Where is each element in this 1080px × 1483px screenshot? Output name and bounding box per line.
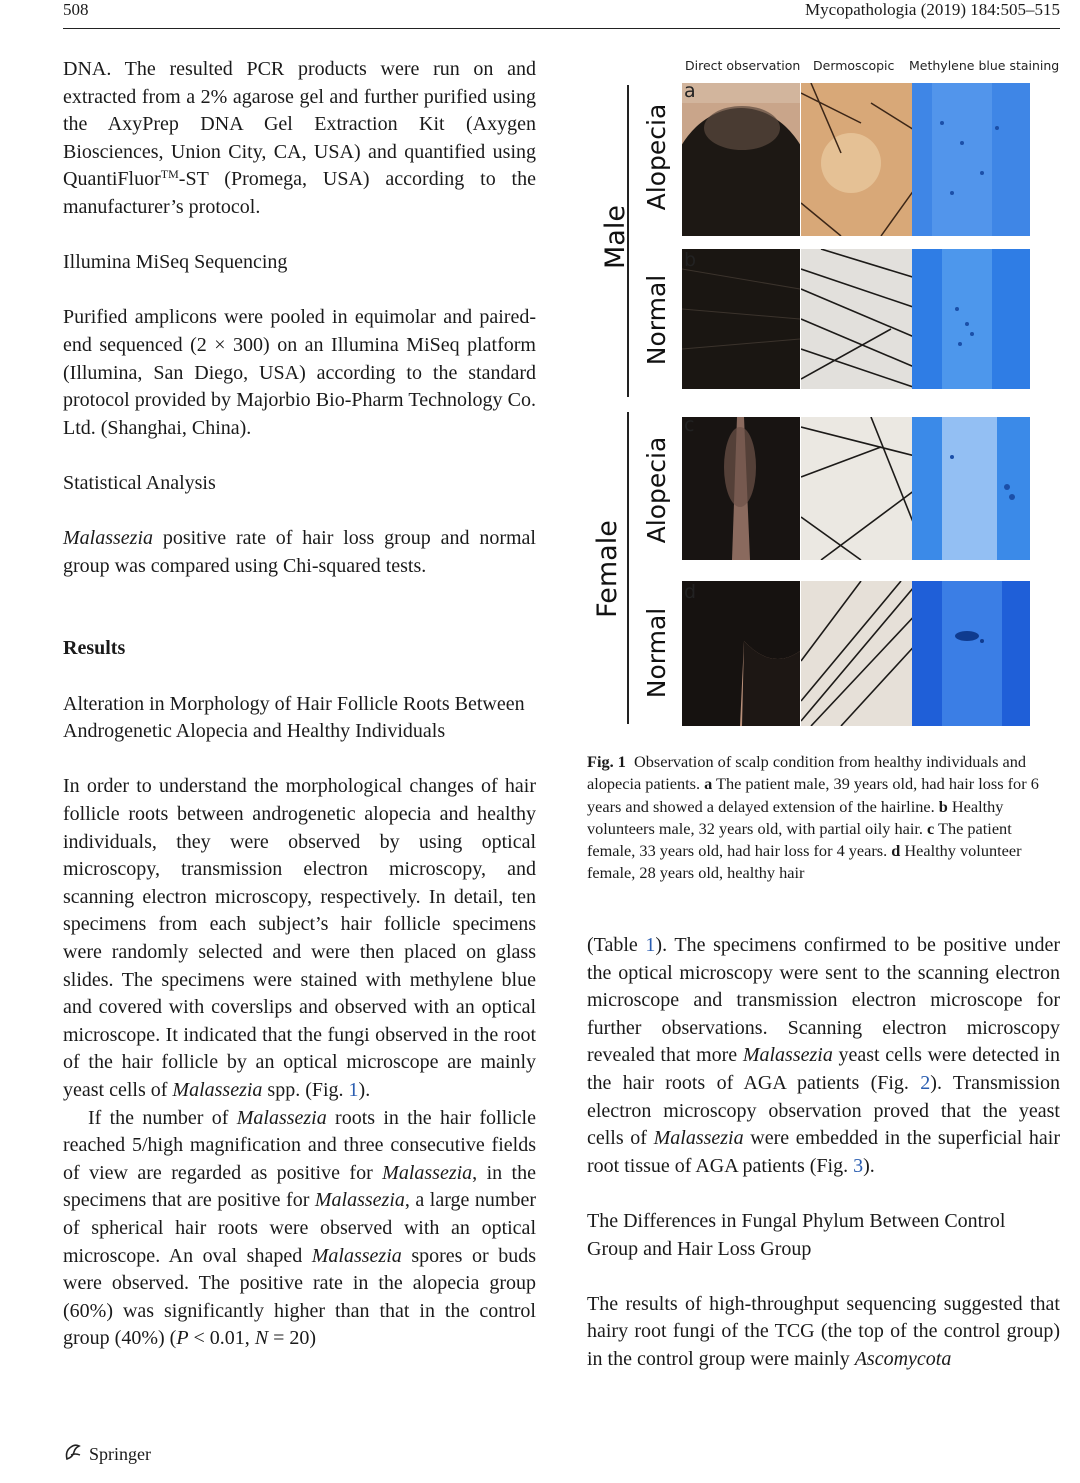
panel-c-direct bbox=[682, 417, 800, 570]
table-ref-link[interactable]: 1 bbox=[645, 934, 656, 956]
paragraph-morphology: In order to understand the morphological changes of hair follicle roots between androgenetic alopecia and healthy individuals, they were observed by using optical microscopy, transmission electron microscopy, and scanning electron microscopy, respectively. In detail, ten specimens from each subject’s hair follicle specimens were randomly selected and were then placed on glass slides. The specimens were stained with methylene blue and covered with coverslips and observed with an optical microscope. It indicated that the fungi observed in the root of the hair follicle by an optical microscope are mainly yeast cells of Malassezia spp. (Fig. 1). bbox=[63, 775, 536, 1101]
divider-female bbox=[627, 412, 629, 724]
paragraph-positive-rate: If the number of Malassezia roots in the hair follicle reached 5/high magnification and three consecutive fields of view are regarded as positive for Malassezia, in the specimens that are positive for Malassezia, a large number of spherical hair roots were observed with an optical microscope. An oval shaped Malassezia spores or buds were observed. The positive rate in the alopecia group (60%) was significantly higher than that in the control group (40%) (P < 0.01, N = 20) bbox=[63, 1106, 537, 1350]
header-rule bbox=[63, 28, 1060, 29]
publisher-name: Springer bbox=[89, 1444, 151, 1464]
fig-ref-link[interactable]: 3 bbox=[853, 1154, 864, 1177]
heading-alteration: Alteration in Morphology of Hair Follicle Roots Between Androgenetic Alopecia and Healthy Individuals bbox=[63, 692, 525, 743]
panel-a-methylene bbox=[912, 83, 1030, 236]
panel-letter-a: a bbox=[684, 80, 696, 102]
panel-a-dermoscopic bbox=[801, 83, 919, 236]
springer-logo-icon bbox=[63, 1441, 85, 1468]
panel-letter-b: b bbox=[684, 249, 697, 271]
col-header-direct: Direct observation bbox=[685, 58, 801, 73]
divider-male bbox=[627, 85, 629, 397]
row-label-male-alopecia: Alopecia bbox=[642, 103, 671, 211]
fig-ref-link[interactable]: 1 bbox=[348, 1078, 359, 1101]
panel-b-methylene bbox=[912, 249, 1030, 402]
paragraph-electron-microscopy: (Table 1). The specimens confirmed to be positive under the optical microscopy were sent to the scanning electron microscope and transmission electron microscope for further observations. Scanning electron microscopy revealed that more Malassezia yeast cells were detected in the hair roots of AGA patients (Fig. 2). Transmission electron microscopy observation proved that the yeast cells of Malassezia were embedded in the superficial hair root tissue of AGA patients (Fig. 3). bbox=[587, 934, 1061, 1177]
paragraph-pcr: DNA. The resulted PCR products were run on and extracted from a 2% agarose gel and further purified using the AxyPrep DNA Gel Extraction Kit (Axygen Biosciences, Union City, CA, USA) and quantified using QuantiFluor™-ST (Promega, USA) according to the manufacturer’s protocol. bbox=[63, 58, 536, 218]
row-label-female-alopecia: Alopecia bbox=[642, 436, 671, 544]
paragraph-sequencing-results: The results of high-throughput sequencing suggested that hairy root fungi of the TCG (the top of the control group) in the control group were mainly Ascomycota bbox=[587, 1292, 1060, 1370]
footer bbox=[63, 1441, 151, 1468]
col-header-methylene: Methylene blue staining bbox=[909, 58, 1060, 73]
panel-b-direct bbox=[682, 249, 800, 402]
heading-results: Results bbox=[63, 637, 126, 660]
panel-a-direct bbox=[682, 83, 800, 236]
label-male: Male bbox=[600, 205, 631, 269]
panel-d-dermoscopic bbox=[801, 581, 919, 734]
row-label-female-normal: Normal bbox=[642, 607, 671, 699]
panel-c-methylene bbox=[912, 417, 1030, 570]
heading-fungal-phylum: The Differences in Fungal Phylum Between Control Group and Hair Loss Group bbox=[587, 1209, 1006, 1260]
left-column bbox=[63, 56, 536, 1353]
heading-statistical-analysis: Statistical Analysis bbox=[63, 471, 216, 494]
page-number: 508 bbox=[63, 0, 89, 19]
panel-d-methylene bbox=[912, 581, 1030, 734]
right-column bbox=[587, 932, 1060, 1374]
panel-letter-d: d bbox=[684, 581, 697, 603]
panel-letter-c: c bbox=[684, 414, 695, 436]
figure-1 bbox=[590, 50, 1060, 740]
paragraph-sequencing: Purified amplicons were pooled in equimolar and paired-end sequenced (2 × 300) on an Illumina MiSeq platform (Illumina, San Diego, USA) according to the standard protocol provided by Majorbio Bio-Pharm Technology Co. Ltd. (Shanghai, China). bbox=[63, 306, 536, 439]
label-female: Female bbox=[592, 520, 623, 618]
paragraph-statistics: Malassezia positive rate of hair loss group and normal group was compared using Chi-squared tests. bbox=[63, 527, 536, 577]
col-header-dermoscopic: Dermoscopic bbox=[813, 58, 895, 73]
row-label-male-normal: Normal bbox=[642, 274, 671, 366]
figure-caption: Fig. 1 Observation of scalp condition from healthy individuals and alopecia patients. a The patient male, 39 years old, had hair loss for 6 years and showed a delayed extension of the hairline. b Healthy volunteers male, 32 years old, with partial oily hair. c The patient female, 33 years old, had hair loss for 4 years. d Healthy volunteer female, 28 years old, healthy hair bbox=[587, 752, 1039, 883]
fig-ref-link[interactable]: 2 bbox=[920, 1071, 931, 1094]
journal-citation: Mycopathologia (2019) 184:505–515 bbox=[805, 0, 1060, 19]
panel-d-direct bbox=[682, 581, 800, 734]
heading-illumina: Illumina MiSeq Sequencing bbox=[63, 251, 288, 274]
panel-c-dermoscopic bbox=[801, 417, 919, 570]
panel-b-dermoscopic bbox=[801, 249, 919, 402]
